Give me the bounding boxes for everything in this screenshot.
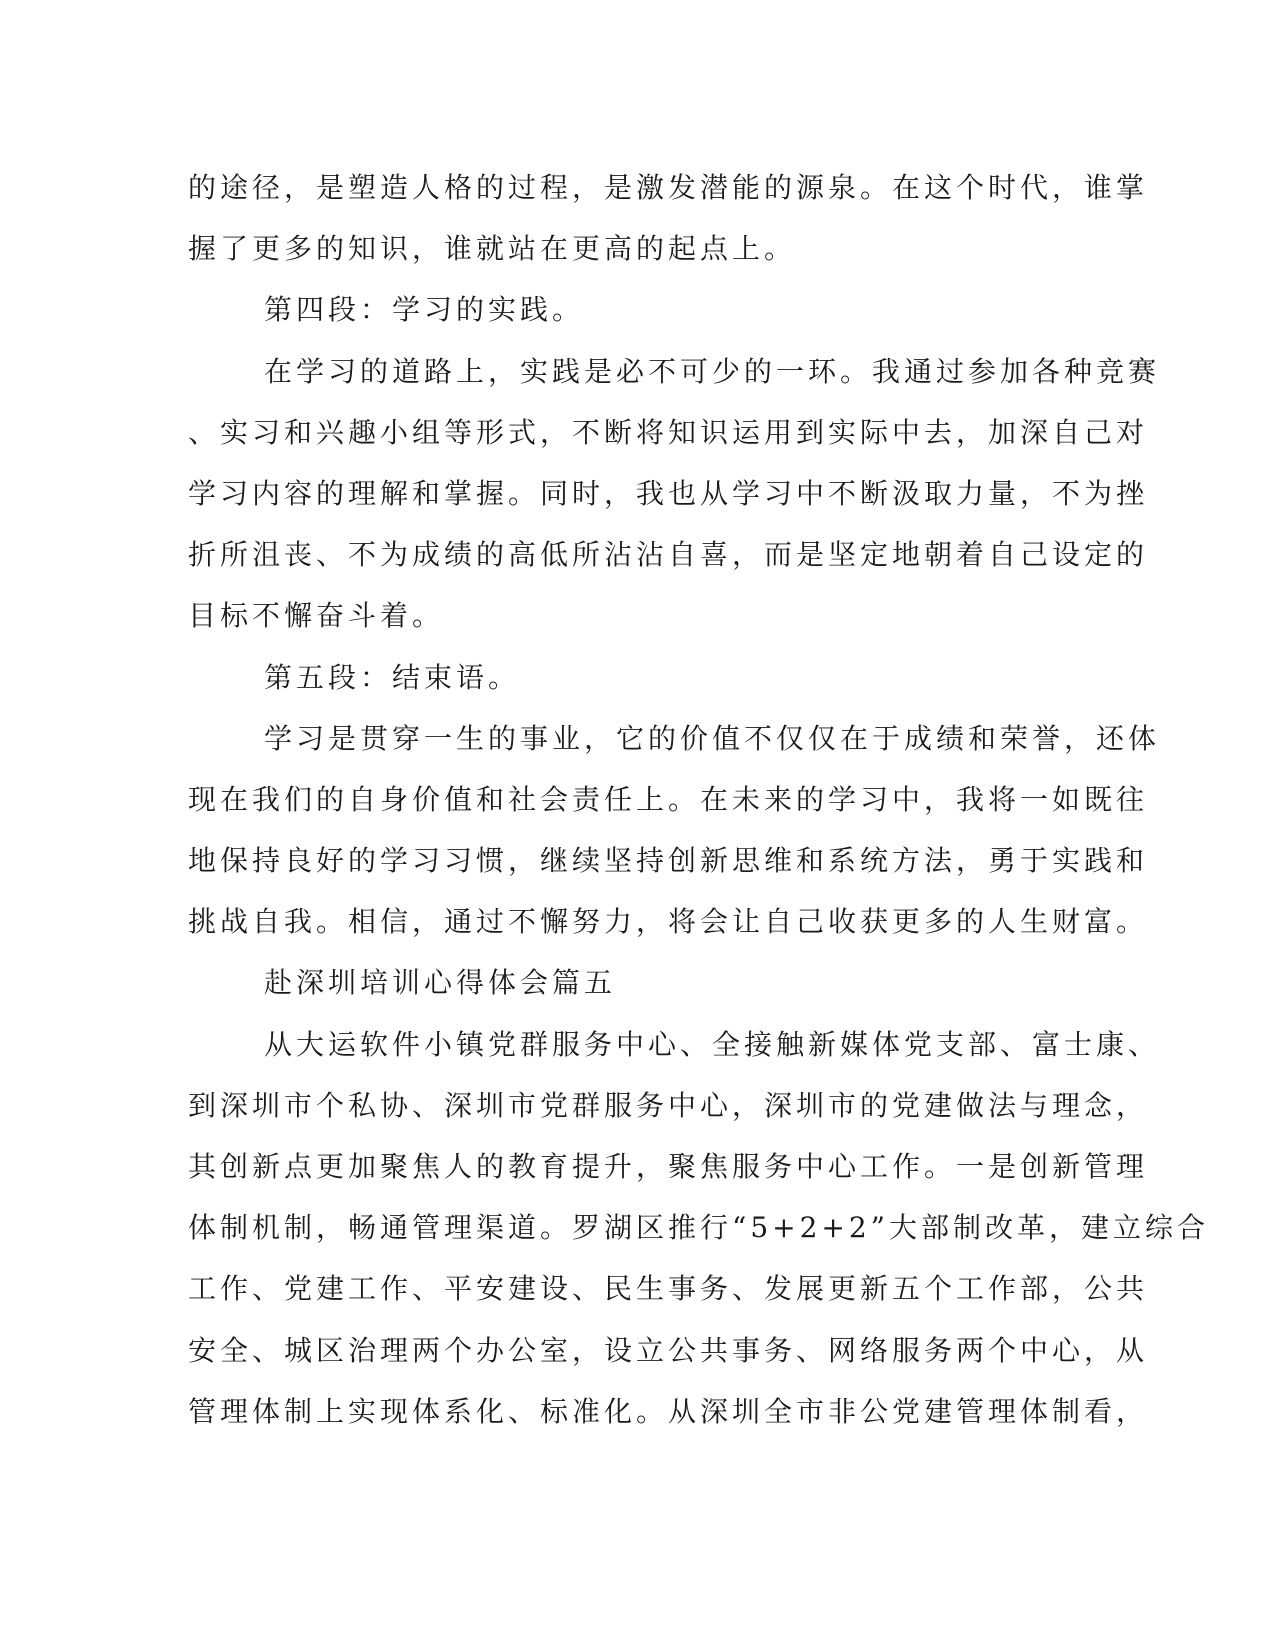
text-line: 、实习和兴趣小组等形式，不断将知识运用到实际中去，加深自己对 [188,415,1149,449]
text-line: 第五段：结束语。 [264,660,521,694]
text-line: 第四段：学习的实践。 [264,293,585,327]
text-line: 从大运软件小镇党群服务中心、全接触新媒体党支部、富士康、 [264,1027,1161,1061]
text-line: 折所沮丧、不为成绩的高低所沾沾自喜，而是坚定地朝着自己设定的 [188,538,1149,572]
text-line: 体制机制，畅通管理渠道。罗湖区推行“5+2+2”大部制改革，建立综合 [188,1211,1209,1245]
text-line: 其创新点更加聚焦人的教育提升，聚焦服务中心工作。一是创新管理 [188,1150,1149,1183]
text-line: 学习是贯穿一生的事业，它的价值不仅仅在于成绩和荣誉，还体 [264,721,1161,755]
text-line: 到深圳市个私协、深圳市党群服务中心，深圳市的党建做法与理念， [188,1088,1149,1122]
text-line: 工作、党建工作、平安建设、民生事务、发展更新五个工作部，公共 [188,1272,1149,1306]
text-line: 学习内容的理解和掌握。同时，我也从学习中不断汲取力量，不为挫 [188,476,1149,510]
text-line: 地保持良好的学习习惯，继续坚持创新思维和系统方法，勇于实践和 [188,844,1149,878]
text-line: 挑战自我。相信，通过不懈努力，将会让自己收获更多的人生财富。 [188,905,1149,939]
text-line: 现在我们的自身价值和社会责任上。在未来的学习中，我将一如既往 [188,782,1149,816]
text-line: 管理体制上实现体系化、标准化。从深圳全市非公党建管理体制看， [188,1394,1149,1428]
text-line: 的途径，是塑造人格的过程，是激发潜能的源泉。在这个时代，谁掌 [188,171,1149,204]
text-line: 握了更多的知识，谁就站在更高的起点上。 [188,232,797,266]
text-line: 在学习的道路上，实践是必不可少的一环。我通过参加各种竞赛 [264,354,1161,388]
document-body [188,157,1209,1442]
text-line: 安全、城区治理两个办公室，设立公共事务、网络服务两个中心，从 [188,1333,1149,1367]
text-line: 目标不懈奋斗着。 [188,599,445,633]
text-line: 赴深圳培训心得体会篇五 [264,966,617,1000]
